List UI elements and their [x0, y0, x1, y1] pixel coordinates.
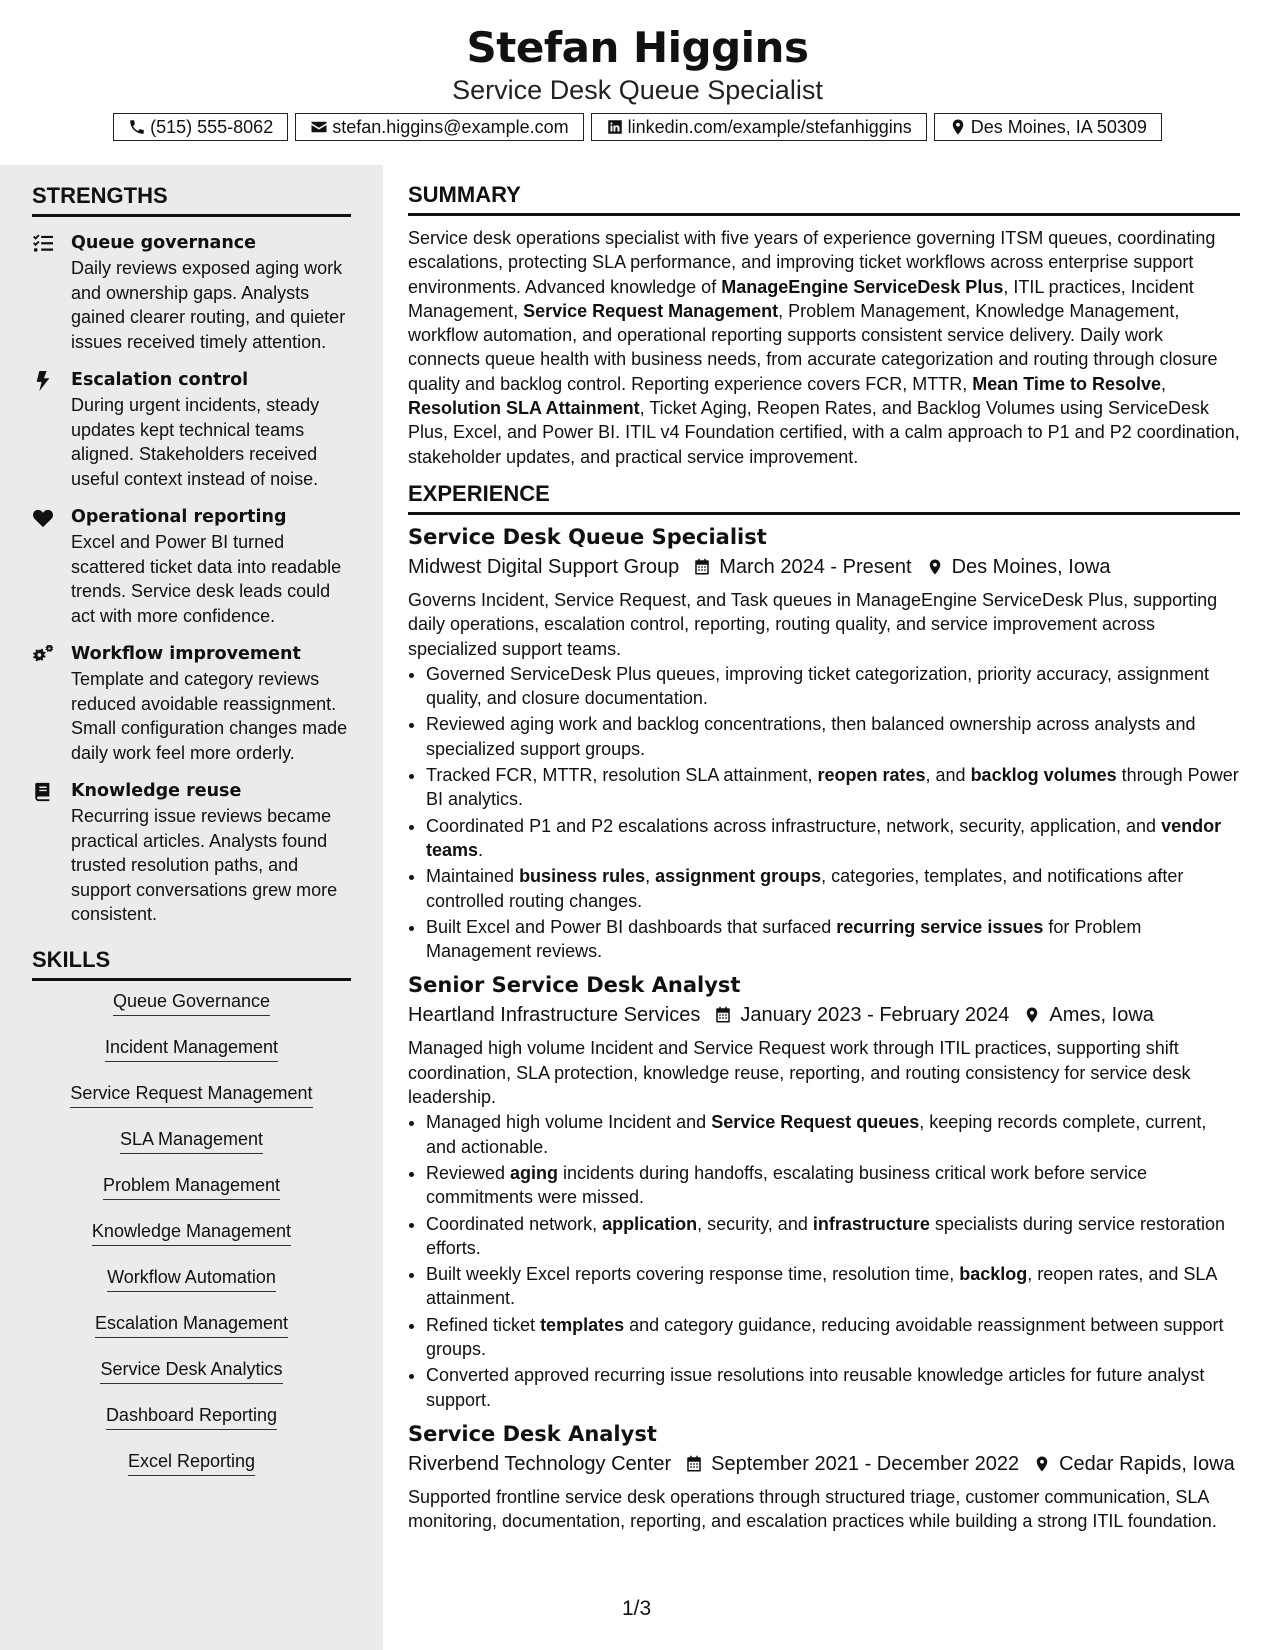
- contact-phone-text: (515) 555-8062: [150, 116, 274, 137]
- skill-tag: Dashboard Reporting: [106, 1403, 277, 1430]
- strength-desc: Recurring issue reviews became practical articles. Analysts found trusted resolution paths, and support conversations grew more consistent.: [71, 806, 338, 924]
- contact-linkedin-text: linkedin.com/example/stefanhiggins: [627, 116, 912, 137]
- job-entry: [408, 1420, 1240, 1534]
- lightning-bolt-icon: [32, 371, 54, 391]
- contact-bar: [0, 113, 1275, 141]
- candidate-role: Service Desk Queue Specialist: [452, 75, 823, 105]
- skill-tag: Knowledge Management: [92, 1219, 291, 1246]
- job-company: Heartland Infrastructure Services: [408, 1004, 701, 1027]
- job-bullet: • Reviewed aging work and backlog concentrations, then balanced ownership across analysts and specialized support groups.: [426, 712, 1240, 761]
- map-pin-icon: [1033, 1455, 1051, 1473]
- candidate-name: Stefan Higgins: [466, 23, 809, 72]
- skill-tag: Service Desk Analytics: [100, 1357, 282, 1384]
- strength-desc: Excel and Power BI turned scattered ticket data into readable trends. Service desk leads could act with more confidence.: [71, 532, 342, 626]
- job-entry: [408, 971, 1240, 1411]
- skills-heading: SKILLS: [32, 947, 351, 981]
- skill-tag: Excel Reporting: [128, 1449, 255, 1476]
- job-bullet: • Governed ServiceDesk Plus queues, improving ticket categorization, priority accuracy, assignment quality, and closure documentation.: [426, 662, 1240, 711]
- resume-header: [0, 22, 1275, 106]
- job-bullets: [408, 662, 1240, 964]
- gears-icon: [32, 645, 54, 665]
- summary-text: Service desk operations specialist with five years of experience governing ITSM queues, coordinating escalations, protecting SLA performance, and improving ticket workflows across enterprise support environments. Advanced knowledge of ManageEngine ServiceDesk Plus, ITIL practices, Incident Management, Service Request Management, Problem Management, Knowledge Management, workflow automation, and operational reporting supports consistent service delivery. Daily work connects queue health with business needs, from accurate categorization and routing through closure quality and backlog control. Reporting experience covers FCR, MTTR, Mean Time to Resolve, Resolution SLA Attainment, Ticket Aging, Reopen Rates, and Backlog Volumes using ServiceDesk Plus, Excel, and Power BI. ITIL v4 Foundation certified, with a calm approach to P1 and P2 coordination, stakeholder updates, and practical service improvement.: [408, 228, 1240, 467]
- contact-location-text: Des Moines, IA 50309: [970, 116, 1147, 137]
- strength-title: Operational reporting: [71, 507, 287, 527]
- job-bullet: • Coordinated P1 and P2 escalations across infrastructure, network, security, application, and vendor teams.: [426, 814, 1240, 863]
- skill-tag: Queue Governance: [113, 989, 270, 1016]
- contact-email[interactable]: [295, 113, 583, 141]
- strength-title: Escalation control: [71, 370, 249, 390]
- strength-title: Queue governance: [71, 233, 257, 253]
- strength-desc: Daily reviews exposed aging work and ownership gaps. Analysts gained clearer routing, and quieter issues received timely attention.: [71, 258, 346, 352]
- sidebar: [0, 165, 383, 1650]
- job-bullet: • Built Excel and Power BI dashboards that surfaced recurring service issues for Problem Management reviews.: [426, 915, 1240, 964]
- job-bullet: • Tracked FCR, MTTR, resolution SLA attainment, reopen rates, and backlog volumes through Power BI analytics.: [426, 763, 1240, 812]
- contact-linkedin[interactable]: [591, 113, 927, 141]
- job-bullet: • Managed high volume Incident and Service Request queues, keeping records complete, current, and actionable.: [426, 1110, 1240, 1159]
- calendar-icon: [693, 558, 711, 576]
- job-bullet: • Built weekly Excel reports covering response time, resolution time, backlog, reopen rates, and SLA attainment.: [426, 1262, 1240, 1311]
- job-bullet: • Converted approved recurring issue resolutions into reusable knowledge articles for future analyst support.: [426, 1363, 1240, 1412]
- job-meta: [408, 552, 1240, 582]
- phone-icon: [128, 118, 146, 136]
- calendar-icon: [685, 1455, 703, 1473]
- envelope-icon: [310, 118, 328, 136]
- page-number: 1/3: [622, 1597, 652, 1620]
- skills-list: [32, 989, 351, 1495]
- job-location: Des Moines, Iowa: [951, 555, 1111, 578]
- job-entry: [408, 523, 1240, 963]
- skill-tag: Service Request Management: [70, 1081, 312, 1108]
- job-bullet: • Refined ticket templates and category guidance, reducing avoidable reassignment between support groups.: [426, 1313, 1240, 1362]
- checklist-icon: [32, 234, 54, 254]
- skill-tag: Workflow Automation: [107, 1265, 276, 1292]
- experience-heading: EXPERIENCE: [408, 481, 1240, 515]
- linkedin-icon: [606, 118, 624, 136]
- strengths-heading: STRENGTHS: [32, 183, 351, 217]
- job-bullet: • Reviewed aging incidents during handoffs, escalating business critical work before service commitments were missed.: [426, 1161, 1240, 1210]
- job-bullets: [408, 1110, 1240, 1412]
- job-title: Senior Service Desk Analyst: [408, 973, 741, 998]
- heart-icon: [32, 508, 54, 528]
- job-description: Supported frontline service desk operations through structured triage, customer communication, SLA monitoring, documentation, reporting, and escalation practices while building a strong ITIL foundation.: [408, 1486, 1217, 1532]
- job-meta: [408, 1000, 1240, 1030]
- job-bullet: • Coordinated network, application, security, and infrastructure specialists during service restoration efforts.: [426, 1212, 1240, 1261]
- map-pin-icon: [1023, 1006, 1041, 1024]
- map-pin-icon: [926, 558, 944, 576]
- job-dates: September 2021 - December 2022: [711, 1452, 1020, 1475]
- strength-item: [32, 779, 351, 927]
- skill-tag: Escalation Management: [95, 1311, 288, 1338]
- strength-item: [32, 368, 351, 491]
- skill-tag: Problem Management: [103, 1173, 280, 1200]
- job-company: Midwest Digital Support Group: [408, 555, 680, 578]
- map-pin-icon: [949, 118, 967, 136]
- strength-item: [32, 505, 351, 628]
- skill-tag: SLA Management: [120, 1127, 263, 1154]
- job-description: Governs Incident, Service Request, and Task queues in ManageEngine ServiceDesk Plus, supporting daily operations, escalation control, reporting, routing quality, and service improvement across specialized support teams.: [408, 589, 1218, 659]
- job-title: Service Desk Queue Specialist: [408, 524, 767, 549]
- summary-heading: SUMMARY: [408, 182, 1240, 216]
- job-dates: January 2023 - February 2024: [740, 1004, 1010, 1027]
- contact-phone[interactable]: [113, 113, 288, 141]
- skill-tag: Incident Management: [105, 1035, 278, 1062]
- job-meta: [408, 1449, 1240, 1479]
- strength-desc: During urgent incidents, steady updates kept technical teams aligned. Stakeholders received useful context instead of noise.: [71, 395, 320, 489]
- job-location: Ames, Iowa: [1049, 1004, 1154, 1027]
- strength-item: [32, 642, 351, 765]
- job-dates: March 2024 - Present: [719, 555, 912, 578]
- contact-location: [934, 113, 1162, 141]
- strength-item: [32, 231, 351, 354]
- job-company: Riverbend Technology Center: [408, 1452, 672, 1475]
- job-location: Cedar Rapids, Iowa: [1059, 1452, 1235, 1475]
- strength-title: Workflow improvement: [71, 644, 301, 664]
- job-title: Service Desk Analyst: [408, 1421, 657, 1446]
- job-list: [408, 523, 1240, 1534]
- calendar-icon: [714, 1006, 732, 1024]
- contact-email-text: stefan.higgins@example.com: [332, 116, 569, 137]
- book-icon: [32, 782, 54, 802]
- job-description: Managed high volume Incident and Service Request work through ITIL practices, supporting shift coordination, SLA protection, knowledge reuse, reporting, and routing consistency for service desk leadership.: [408, 1038, 1191, 1108]
- strength-title: Knowledge reuse: [71, 781, 242, 801]
- job-bullet: • Maintained business rules, assignment groups, categories, templates, and notifications after controlled routing changes.: [426, 864, 1240, 913]
- main-content: [408, 182, 1240, 1533]
- strength-desc: Template and category reviews reduced avoidable reassignment. Small configuration changes made daily work feel more orderly.: [71, 669, 348, 763]
